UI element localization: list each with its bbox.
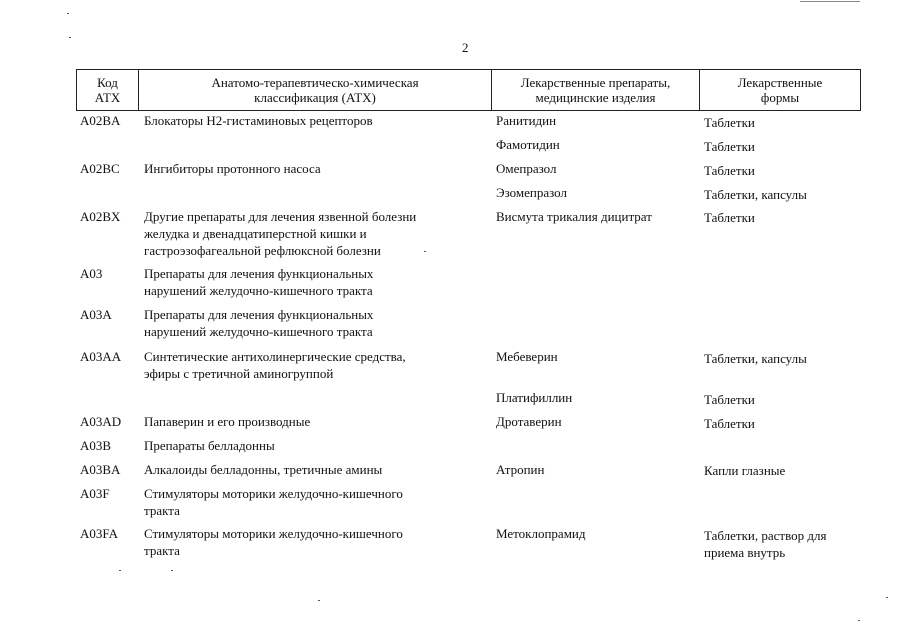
scan-speck [858,620,860,621]
atc-code: A03F [80,486,110,501]
drug-name: Метоклопрамид [496,526,586,541]
drug-name: Дротаверин [496,414,562,429]
header-drugs: Лекарственные препараты, медицинские изделия [492,70,700,110]
atc-code: A03AD [80,414,122,429]
drug-name: Фамотидин [496,137,560,152]
header-code: Код АТХ [77,70,139,110]
scan-speck [171,570,173,571]
atc-code: A02BA [80,113,121,128]
classification: Стимуляторы моторики желудочно-кишечного тракта [144,526,403,558]
classification: Папаверин и его производные [144,414,311,429]
scan-edge-mark [800,1,860,2]
header-classification: Анатомо-терапевтическо-химическая классификация (АТХ) [139,70,492,110]
drug-name: Платифиллин [496,390,573,405]
atc-code: A03 [80,266,103,281]
classification: Препараты для лечения функциональных нарушений желудочно-кишечного тракта [144,266,374,298]
header-forms: Лекарственные формы [737,75,823,105]
drug-name: Ранитидин [496,113,557,128]
classification: Алкалоиды белладонны, третичные амины [144,462,383,477]
atc-code: A03A [80,307,112,322]
drug-name: Висмута трикалия дицитрат [496,209,652,224]
dosage-form: Таблетки [704,210,755,225]
classification: Синтетические антихолинергические средства, эфиры с третичной аминогруппой [144,349,406,381]
drug-name: Эзомепразол [496,185,567,200]
dosage-form: Таблетки, капсулы [704,351,807,366]
classification: Препараты белладонны [144,438,275,453]
table-header [76,69,861,111]
scan-speck [886,597,888,598]
classification: Ингибиторы протонного насоса [144,161,321,176]
scan-speck [69,37,71,38]
atc-code: A03BA [80,462,121,477]
atc-code: A03B [80,438,112,453]
scan-speck [424,251,426,252]
dosage-form: Таблетки, капсулы [704,187,807,202]
atc-code: A02BC [80,161,120,176]
scan-speck [67,13,69,14]
dosage-form: Капли глазные [704,463,786,478]
drug-name: Омепразол [496,161,557,176]
dosage-form: Таблетки [704,163,755,178]
dosage-form: Таблетки, раствор для приема внутрь [704,528,827,560]
classification: Препараты для лечения функциональных нарушений желудочно-кишечного тракта [144,307,374,339]
dosage-form: Таблетки [704,115,755,130]
dosage-form: Таблетки [704,139,755,154]
classification: Другие препараты для лечения язвенной болезни желудка и двенадцатиперстной кишки и гастроэзофагеальной рефлюксной болезни [144,209,417,258]
atc-code: A03AA [80,349,122,364]
scan-speck [119,570,121,571]
scan-speck [318,600,320,601]
classification: Блокаторы Н2-гистаминовых рецепторов [144,113,373,128]
classification: Стимуляторы моторики желудочно-кишечного тракта [144,486,403,518]
atc-code: A03FA [80,526,119,541]
dosage-form: Таблетки [704,416,755,431]
page-number: 2 [462,40,469,55]
atc-code: A02BX [80,209,121,224]
drug-name: Атропин [496,462,545,477]
drug-name: Мебеверин [496,349,558,364]
dosage-form: Таблетки [704,392,755,407]
